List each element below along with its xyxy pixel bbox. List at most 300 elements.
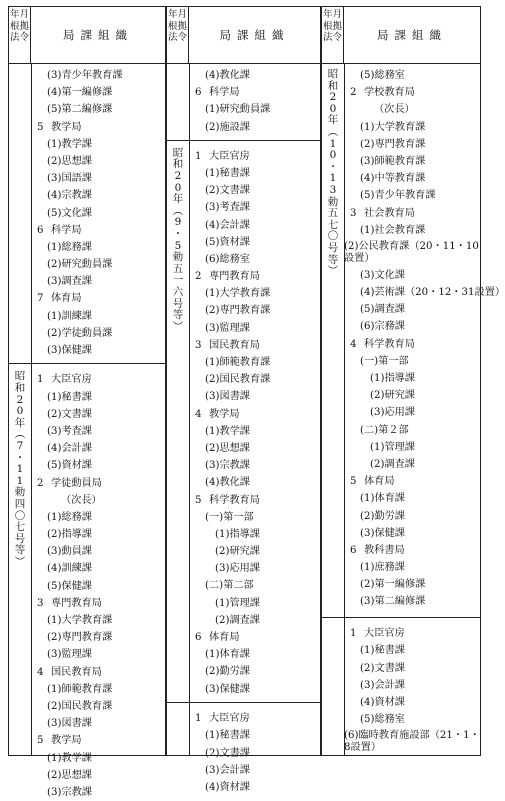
item-label: 師範教育課: [61, 683, 113, 695]
item-label: 国民教育局: [209, 339, 260, 351]
item-label: 体育局: [209, 632, 240, 644]
item-number: (3): [360, 527, 375, 539]
item-number: 5: [37, 735, 44, 747]
item-number: 5: [37, 121, 44, 133]
item-number: 1: [195, 713, 202, 725]
org-item: [31, 290, 165, 307]
item-number: (2): [205, 666, 220, 678]
org-item: [189, 84, 320, 101]
item-label: 教学課: [61, 138, 92, 150]
item-number: (6): [344, 730, 359, 742]
item-label: 学徒動員課: [61, 327, 113, 339]
org-item: [189, 423, 320, 440]
item-number: (1): [47, 683, 62, 695]
org-item: [31, 119, 165, 136]
org-item: [31, 646, 165, 663]
item-number: (1): [370, 441, 385, 453]
org-item: [344, 508, 480, 525]
item-label: 調査課: [384, 458, 415, 470]
item-label: 科学教育局: [364, 338, 415, 350]
org-item: [31, 767, 165, 784]
item-number: (2): [47, 327, 62, 339]
item-label: 専門教育課: [219, 305, 271, 317]
item-number: (5): [47, 207, 62, 219]
org-header: 局課組織: [219, 28, 290, 42]
item-label: 大臣官房: [364, 628, 405, 640]
item-number: 5: [195, 494, 202, 506]
org-item: [344, 136, 480, 153]
item-label: 国民教育課: [61, 700, 113, 712]
org-block: [189, 67, 320, 136]
item-label: 教科書局: [364, 544, 405, 556]
org-item: [31, 578, 165, 595]
org-item: [189, 745, 320, 762]
item-label: 文化課: [61, 207, 92, 219]
item-label: 会計課: [61, 443, 92, 455]
org-item: [189, 543, 320, 560]
org-item: [31, 423, 165, 440]
item-label: 学徒動員局: [51, 477, 102, 489]
item-number: 6: [195, 632, 202, 644]
org-item: [344, 239, 480, 267]
item-label: （次長）: [61, 494, 102, 506]
item-number: (1): [360, 493, 375, 505]
item-number: (4): [205, 477, 220, 489]
item-label: 総務課: [61, 241, 92, 253]
org-item: [344, 119, 480, 136]
item-label: 総務室: [219, 253, 250, 265]
org-item: [31, 222, 165, 239]
org-item: [31, 509, 165, 526]
item-label: 教化課: [219, 477, 250, 489]
item-number: (3): [205, 683, 220, 695]
item-label: 青少年教育課: [61, 70, 123, 81]
item-number: (2): [205, 442, 220, 454]
item-number: 3: [195, 339, 202, 351]
item-label: 中等教育課: [374, 173, 426, 185]
org-item: [189, 251, 320, 268]
org-item: [344, 593, 480, 610]
org-item: [189, 474, 320, 491]
item-number: (3): [205, 764, 220, 776]
org-item: [344, 677, 480, 694]
org-item: [31, 205, 165, 222]
item-label: 監理課: [219, 322, 250, 334]
item-label: 訓練課: [61, 563, 92, 575]
item-number: 1: [350, 628, 357, 640]
item-number: (4): [205, 219, 220, 231]
item-label: 図書課: [61, 718, 92, 730]
item-number: 2: [350, 87, 357, 99]
org-item: [189, 663, 320, 680]
item-label: 文書課: [219, 747, 250, 759]
item-label: 研究課: [384, 390, 415, 402]
org-item: [189, 67, 320, 84]
item-label: 監理課: [61, 649, 92, 661]
org-item: [189, 371, 320, 388]
item-number: (2): [360, 662, 375, 674]
block-separator: [167, 140, 320, 141]
org-item: [189, 492, 320, 509]
org-item: [189, 285, 320, 302]
item-number: 3: [350, 207, 357, 219]
item-label: 社会教育局: [364, 207, 415, 219]
org-item: [31, 239, 165, 256]
item-label: 宗教課: [61, 190, 92, 202]
item-number: 2: [37, 477, 44, 489]
item-number: (1): [205, 357, 220, 369]
org-item: [31, 715, 165, 732]
org-item: [344, 187, 480, 204]
table-column-1: [8, 6, 166, 798]
item-label: 第２部: [378, 424, 409, 436]
org-item: [31, 406, 165, 423]
item-label: （次長）: [374, 104, 415, 116]
item-label: 大学教育課: [219, 288, 271, 300]
org-item: [344, 318, 480, 335]
item-label: 第一部: [223, 511, 254, 523]
org-item: [31, 595, 165, 612]
item-number: 6: [350, 544, 357, 556]
item-label: 教学課: [219, 425, 250, 437]
item-label: 文書課: [374, 662, 405, 674]
column-header: [9, 7, 165, 64]
org-item: [189, 182, 320, 199]
org-item: [344, 660, 480, 677]
item-label: 保健課: [374, 527, 405, 539]
item-number: (3): [360, 679, 375, 691]
column-header: [322, 7, 480, 64]
item-number: (3): [205, 460, 220, 472]
org-item: [31, 153, 165, 170]
item-label: 図書課: [219, 391, 250, 403]
item-number: (2): [47, 529, 62, 541]
item-number: (5): [360, 190, 375, 202]
org-item: [344, 101, 480, 118]
org-item: [189, 199, 320, 216]
org-item: [189, 457, 320, 474]
item-label: 研究動員課: [61, 259, 113, 271]
item-label: 動員課: [61, 546, 92, 558]
org-item: [31, 187, 165, 204]
org-item: [31, 681, 165, 698]
item-number: (2): [370, 390, 385, 402]
item-label: 応用課: [229, 563, 260, 575]
item-number: (4): [47, 190, 62, 202]
org-block: [344, 67, 505, 611]
org-block: [189, 710, 320, 796]
item-label: 宗教課: [219, 460, 250, 472]
item-number: (1): [47, 310, 62, 322]
item-label: 大学教育課: [61, 615, 113, 627]
org-item: [31, 612, 165, 629]
item-label: 体育局: [51, 293, 82, 305]
item-label: 大臣官房: [209, 713, 250, 725]
item-label: 青少年教育課: [374, 190, 436, 202]
item-label: 秘書課: [374, 645, 405, 657]
org-item: [31, 67, 165, 84]
org-item: [344, 170, 480, 187]
org-item: [31, 750, 165, 767]
item-number: (2): [215, 614, 230, 626]
item-label: 研究課: [229, 546, 260, 558]
item-label: 考査課: [61, 425, 92, 437]
item-label: 体育課: [374, 493, 405, 505]
org-item: [344, 84, 480, 101]
org-item: [344, 525, 480, 542]
org-item: [31, 84, 165, 101]
item-number: (4): [47, 87, 62, 99]
item-number: (2): [47, 700, 62, 712]
org-item: [31, 526, 165, 543]
item-label: 会計課: [374, 679, 405, 691]
org-block: [31, 67, 165, 359]
item-number: (5): [47, 104, 62, 116]
item-label: 思想課: [219, 442, 250, 454]
org-item: [344, 642, 480, 659]
item-number: (2): [205, 747, 220, 759]
item-number: (2): [205, 121, 220, 133]
era-law-label: 昭 和 2 0 年 ︵ 9 ・ 5 勅 五 一 六 号 等 ︶: [172, 146, 184, 333]
item-number: (5): [360, 70, 375, 81]
year-law-header: 年月 根拠 法令: [322, 7, 344, 63]
item-label: 師範教育課: [219, 357, 271, 369]
item-label: 社会教育課: [374, 224, 426, 236]
item-number: (2): [205, 374, 220, 386]
item-number: (1): [360, 121, 375, 133]
org-item: [344, 576, 480, 593]
org-item: [31, 492, 165, 509]
org-item: [189, 560, 320, 577]
org-header: 局課組織: [377, 28, 447, 42]
item-label: 調査課: [61, 276, 92, 288]
item-label: 宗教課: [61, 786, 92, 798]
org-item: [189, 302, 320, 319]
item-label: 芸術課（20・12・31設置）: [374, 287, 505, 299]
item-label: 教学局: [209, 408, 240, 420]
item-label: 教学課: [61, 752, 92, 764]
org-item: [344, 490, 480, 507]
org-item: [344, 301, 480, 318]
org-header: 局課組織: [63, 28, 133, 42]
item-number: (1): [205, 104, 220, 116]
era-law-label: 昭 和 2 0 年 ︵ 7 ・ 1 1 勅 四 〇 七 号 等 ︶: [14, 370, 26, 568]
item-number: (2): [360, 579, 375, 591]
item-number: (4): [360, 287, 375, 299]
org-item: [31, 440, 165, 457]
org-item: [344, 67, 480, 84]
item-number: (3): [47, 786, 62, 798]
org-item: [189, 727, 320, 744]
org-item: [31, 457, 165, 474]
item-label: 思想課: [61, 155, 92, 167]
item-label: 調査課: [229, 614, 260, 626]
org-item: [344, 387, 480, 404]
org-item: [31, 325, 165, 342]
item-label: 臨時教育施設部（21・1・8設置）: [344, 730, 480, 754]
item-number: (1): [360, 562, 375, 574]
item-number: (1): [205, 425, 220, 437]
org-item: [189, 612, 320, 629]
year-law-header: 年月 根拠 法令: [167, 7, 189, 63]
org-item: [189, 354, 320, 371]
item-number: (2): [370, 458, 385, 470]
item-number: (1): [215, 528, 230, 540]
item-number: 7: [37, 293, 44, 305]
item-number: (5): [47, 460, 62, 472]
item-number: (4): [205, 781, 220, 793]
item-label: 専門教育課: [61, 632, 113, 644]
org-item: [189, 577, 320, 594]
item-label: 教学局: [51, 735, 82, 747]
org-item: [344, 284, 505, 301]
item-number: (2): [205, 305, 220, 317]
item-number: 4: [350, 338, 357, 350]
item-label: 専門教育局: [209, 271, 260, 283]
item-label: 文書課: [219, 185, 250, 197]
item-label: 体育局: [364, 476, 395, 488]
item-label: 体育課: [219, 649, 250, 661]
org-item: [344, 439, 480, 456]
item-label: 第二部: [223, 580, 254, 592]
item-label: 会計課: [219, 219, 250, 231]
item-number: 1: [195, 150, 202, 162]
item-number: (6): [360, 321, 375, 333]
item-label: 第二編修課: [374, 596, 426, 608]
org-item: [31, 371, 165, 388]
org-item: [31, 475, 165, 492]
era-law-label: 昭 和 2 0 年 ︵ 1 0 ・ 1 3 勅 五 七 〇 号 等 ︶: [327, 68, 339, 278]
column-header: [167, 7, 320, 64]
org-item: [189, 320, 320, 337]
item-number: 6: [37, 224, 44, 236]
item-label: 秘書課: [61, 391, 92, 403]
item-label: 第二編修課: [61, 104, 113, 116]
item-number: (1): [205, 730, 220, 742]
item-number: (1): [47, 615, 62, 627]
org-item: [31, 342, 165, 359]
item-label: 総務室: [374, 70, 405, 81]
block-separator: [167, 702, 320, 703]
org-item: [31, 273, 165, 290]
org-item: [31, 170, 165, 187]
org-item: [189, 526, 320, 543]
org-item: [31, 629, 165, 646]
org-item: [344, 353, 480, 370]
item-label: 保健課: [219, 683, 250, 695]
item-number: (3): [47, 546, 62, 558]
item-number: (1): [360, 645, 375, 657]
item-label: 大学教育課: [374, 121, 426, 133]
org-item: [189, 406, 320, 423]
item-label: 応用課: [384, 407, 415, 419]
item-number: (3): [215, 563, 230, 575]
item-label: 秘書課: [219, 730, 250, 742]
org-item: [344, 694, 480, 711]
item-label: 公民教育課（20・11・10設置）: [344, 240, 479, 264]
item-label: 科学教育局: [209, 494, 260, 506]
item-number: (1): [205, 649, 220, 661]
item-number: (1): [47, 138, 62, 150]
org-item: [344, 370, 480, 387]
item-label: 大臣官房: [209, 150, 250, 162]
org-item: [189, 440, 320, 457]
item-label: 訓練課: [61, 310, 92, 322]
org-item: [189, 268, 320, 285]
item-number: (2): [344, 240, 359, 252]
item-label: 文書課: [61, 408, 92, 420]
org-item: [344, 153, 480, 170]
item-label: 会計課: [219, 764, 250, 776]
org-item: [31, 543, 165, 560]
org-item: [31, 101, 165, 118]
item-number: (1): [360, 224, 375, 236]
item-label: 総務課: [61, 511, 92, 523]
item-number: (3): [47, 345, 62, 356]
item-label: 第一編修課: [374, 579, 426, 591]
item-number: (3): [47, 425, 62, 437]
item-number: 1: [37, 374, 44, 386]
item-label: 調査課: [374, 304, 405, 316]
org-item: [189, 762, 320, 779]
item-number: (6): [205, 253, 220, 265]
org-item: [344, 267, 480, 284]
item-number: (1): [205, 288, 220, 300]
item-number: (1): [47, 752, 62, 764]
org-item: [189, 101, 320, 118]
item-label: 資材課: [61, 460, 92, 472]
item-label: 宗務課: [374, 321, 405, 333]
item-number: (2): [47, 259, 62, 271]
org-item: [189, 595, 320, 612]
item-number: (1): [205, 167, 220, 179]
item-number: (4): [47, 563, 62, 575]
org-item: [189, 779, 320, 796]
table-column-3: [321, 6, 505, 756]
org-item: [189, 148, 320, 165]
org-item: [31, 664, 165, 681]
org-item: [189, 629, 320, 646]
item-label: 国民教育課: [219, 374, 271, 386]
org-item: [31, 784, 165, 801]
item-number: (2): [360, 138, 375, 150]
org-item: [344, 205, 480, 222]
table-column-2: [166, 6, 321, 793]
org-item: [344, 404, 480, 421]
org-item: [31, 560, 165, 577]
item-label: 総務室: [374, 714, 405, 726]
org-item: [344, 456, 480, 473]
item-label: 第一編修課: [61, 87, 113, 99]
item-number: (3): [47, 649, 62, 661]
item-number: (一): [205, 511, 224, 523]
item-number: 3: [37, 597, 44, 609]
item-number: (3): [47, 173, 62, 185]
item-label: 施設課: [219, 121, 250, 133]
item-label: 国語課: [61, 173, 92, 185]
item-label: 教化課: [219, 70, 250, 81]
item-number: 4: [37, 666, 44, 678]
item-number: (3): [370, 407, 385, 419]
org-item: [189, 710, 320, 727]
item-number: (3): [47, 718, 62, 730]
org-item: [344, 336, 480, 353]
item-label: 指導課: [384, 373, 415, 384]
item-label: 管理課: [229, 597, 260, 609]
item-number: (5): [205, 236, 220, 248]
item-number: (2): [360, 510, 375, 522]
item-label: 勤労課: [374, 510, 405, 522]
